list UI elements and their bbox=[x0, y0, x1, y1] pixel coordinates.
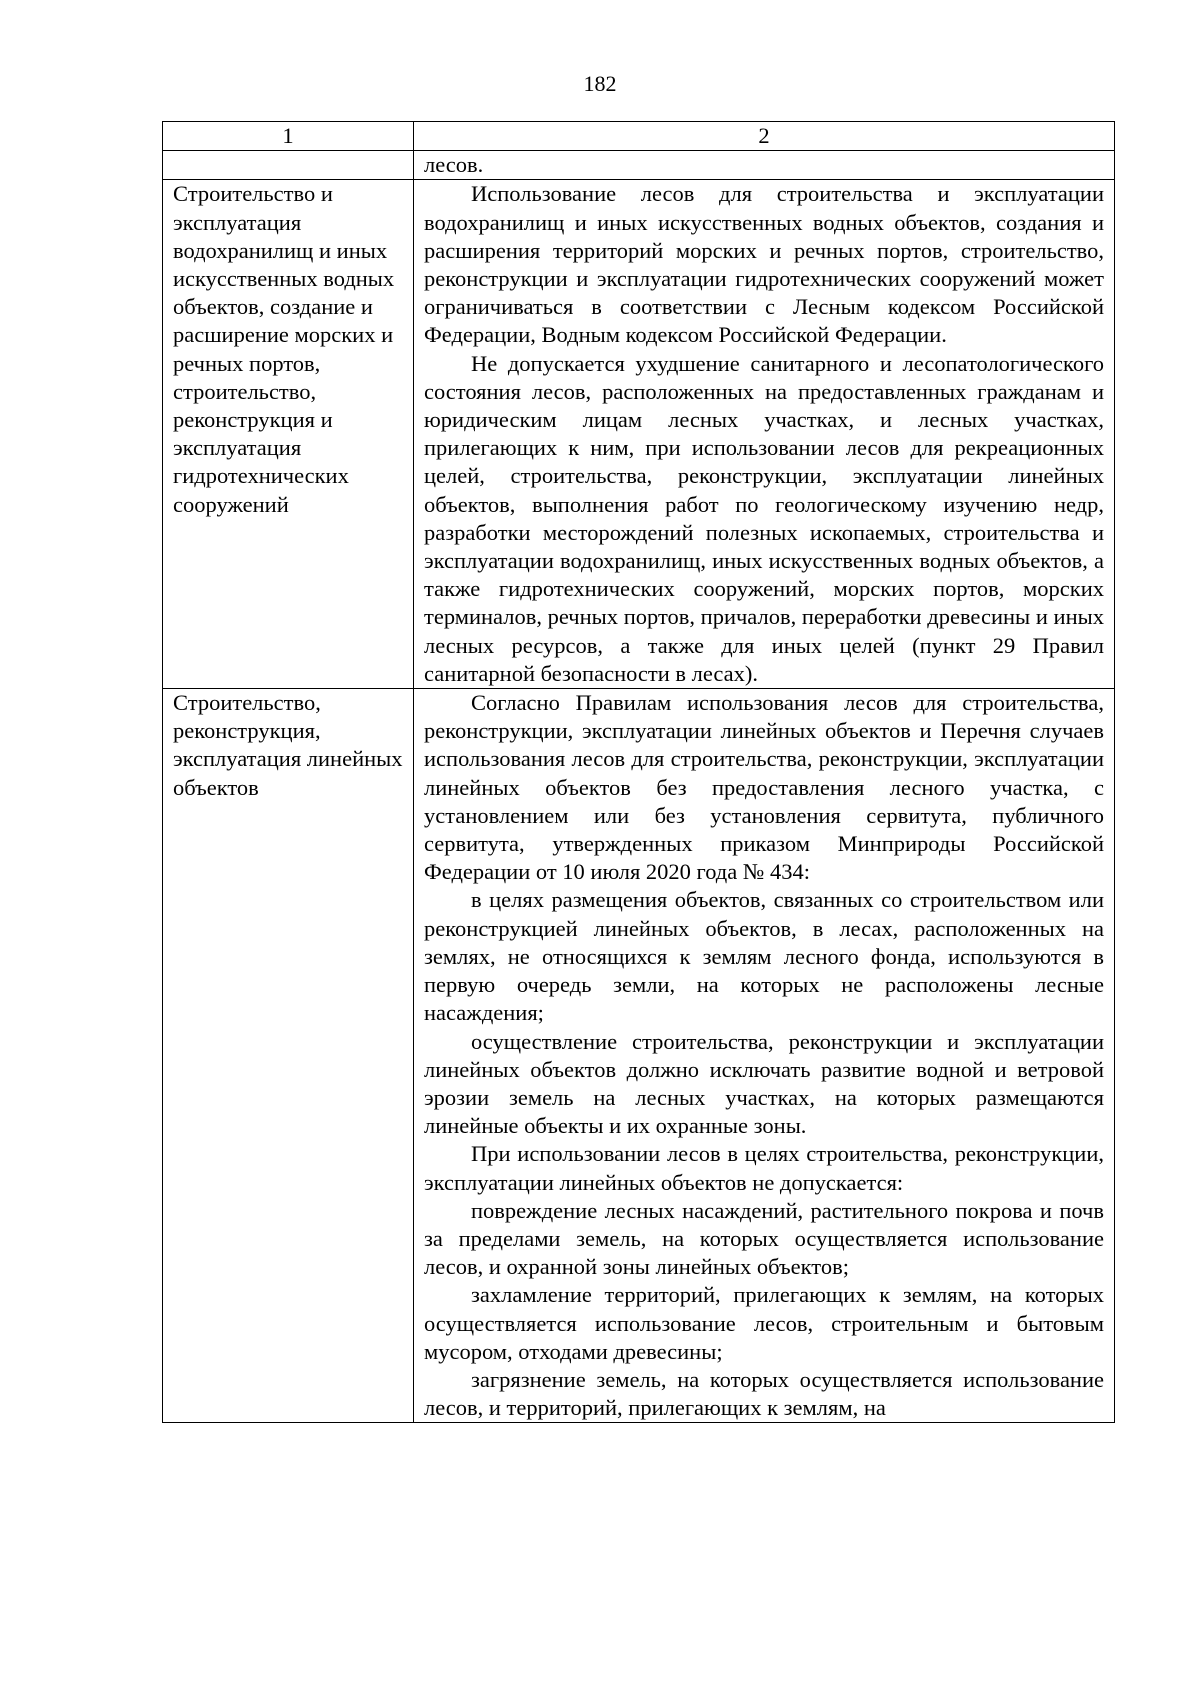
document-table bbox=[162, 121, 1115, 1423]
row-content-cell bbox=[414, 180, 1115, 689]
table-row bbox=[163, 151, 1115, 180]
column-header-2: 2 bbox=[414, 122, 1115, 151]
table-row bbox=[163, 689, 1115, 1423]
content-paragraph: осуществление строительства, реконструкции и эксплуатации линейных объектов должно исключать развитие водной и ветровой эрозии земель на лесных участках, на которых размещаются линейные объекты и их охранные зоны. bbox=[424, 1028, 1104, 1139]
page-number: 182 bbox=[583, 71, 617, 96]
content-paragraph: повреждение лесных насаждений, растительного покрова и почв за пределами земель, на которых осуществляется использование лесов, и охранной зоны линейных объектов; bbox=[424, 1197, 1104, 1280]
column-header-1: 1 bbox=[163, 122, 414, 151]
content-paragraph: Не допускается ухудшение санитарного и лесопатологического состояния лесов, расположенных на предоставленных гражданам и юридическим лицам лесных участках, и лесных участках, прилегающих к ним, при использовании лесов для рекреационных целей, строительства, реконструкции, эксплуатации линейных объектов, выполнения работ по геологическому изучению недр, разработки месторождений полезных ископаемых, строительства и эксплуатации водохранилищ, иных искусственных водных объектов, а также гидротехнических сооружений, морских портов, морских терминалов, речных портов, причалов, переработки древесины и иных лесных ресурсов, а также для иных целей (пункт 29 Правил санитарной безопасности в лесах). bbox=[424, 350, 1104, 686]
content-paragraph: загрязнение земель, на которых осуществляется использование лесов, и территорий, прилегающих к землям, на bbox=[424, 1366, 1104, 1421]
content-paragraph: в целях размещения объектов, связанных со строительством или реконструкцией линейных объектов, в лесах, расположенных на землях, не относящихся к землям лесного фонда, используются в первую очередь земли, на которых не расположены лесные насаждения; bbox=[424, 887, 1104, 1026]
table-header-row bbox=[163, 122, 1115, 151]
table-row bbox=[163, 180, 1115, 689]
row-topic-cell bbox=[163, 151, 414, 180]
row-content-cell bbox=[414, 689, 1115, 1423]
content-paragraph: При использовании лесов в целях строительства, реконструкции, эксплуатации линейных объектов не допускается: bbox=[424, 1141, 1104, 1195]
content-paragraph: лесов. bbox=[424, 152, 484, 178]
content-paragraph: Использование лесов для строительства и эксплуатации водохранилищ и иных искусственных водных объектов, создания и расширения территорий морских и речных портов, строительство, реконструкции и эксплуатации гидротехнических сооружений может ограничиваться в соответствии с Лесным кодексом Российской Федерации, Водным кодексом Российской Федерации. bbox=[424, 181, 1104, 348]
row-topic-cell: Строительство и эксплуатация водохранилищ и иных искусственных водных объектов, создание и расширение морских и речных портов, строительство, реконструкция и эксплуатация гидротехнических сооружений bbox=[163, 180, 414, 689]
row-topic-cell: Строительство, реконструкция, эксплуатация линейных объектов bbox=[163, 689, 414, 1423]
content-paragraph: захламление территорий, прилегающих к землям, на которых осуществляется использование лесов, строительным и бытовым мусором, отходами древесины; bbox=[424, 1282, 1104, 1364]
row-content-cell bbox=[414, 151, 1115, 180]
content-paragraph: Согласно Правилам использования лесов для строительства, реконструкции, эксплуатации линейных объектов и Перечня случаев использования лесов для строительства, реконструкции, эксплуатации линейных объектов без предоставления лесного участка, с установлением или без установления сервитута, публичного сервитута, утвержденных приказом Минприроды Российской Федерации от 10 июля 2020 года № 434: bbox=[424, 690, 1104, 885]
